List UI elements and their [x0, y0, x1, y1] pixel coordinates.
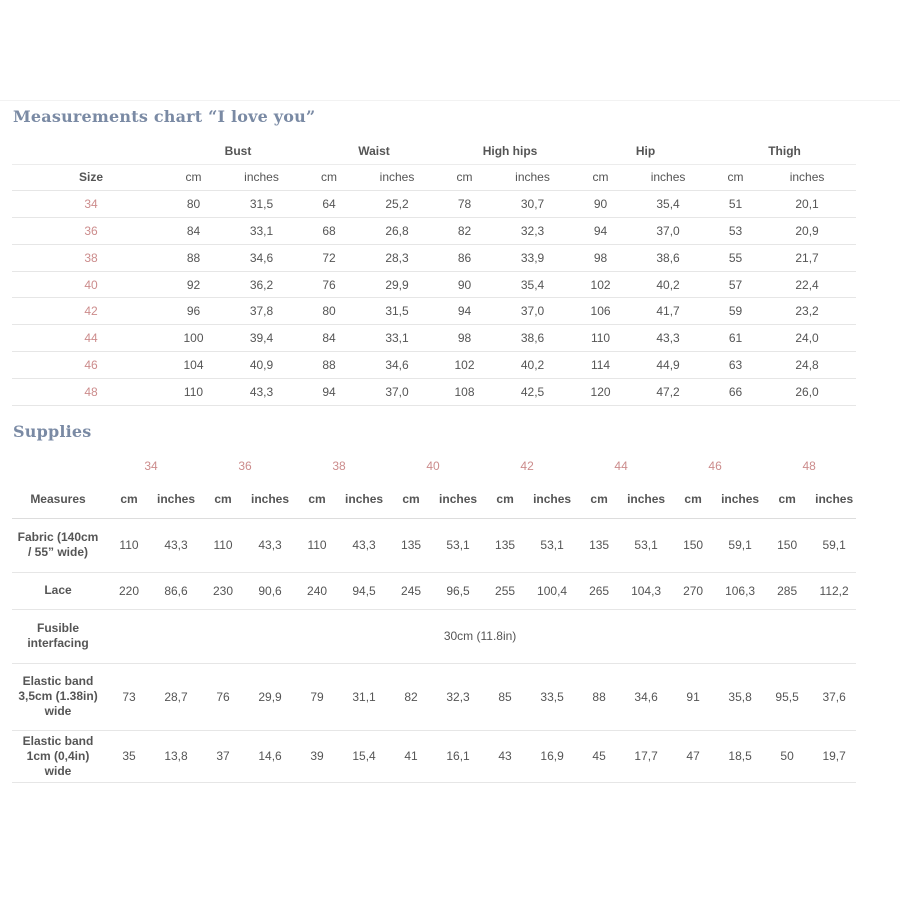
- unit-cm-header: cm: [713, 164, 758, 191]
- value-cell: 230: [198, 572, 248, 609]
- unit-cm-header: cm: [292, 480, 342, 518]
- value-cell: 59,1: [812, 518, 856, 572]
- value-cell: 285: [762, 572, 812, 609]
- value-cell: 47,2: [623, 378, 713, 405]
- unit-inches-header: inches: [623, 164, 713, 191]
- value-cell: 63: [713, 352, 758, 379]
- value-cell: 20,9: [758, 218, 856, 245]
- table-row: [12, 244, 856, 271]
- value-cell: 21,7: [758, 244, 856, 271]
- value-cell: 35,4: [623, 191, 713, 218]
- value-cell: 150: [668, 518, 718, 572]
- value-cell: 79: [292, 663, 342, 730]
- value-cell: 85: [480, 663, 530, 730]
- value-cell: 28,7: [154, 663, 198, 730]
- value-cell: 96: [170, 298, 217, 325]
- unit-cm-header: cm: [480, 480, 530, 518]
- value-cell: 55: [713, 244, 758, 271]
- value-cell: 80: [170, 191, 217, 218]
- value-cell: 100,4: [530, 572, 574, 609]
- value-cell: 37,0: [623, 218, 713, 245]
- measure-group-header: Hip: [578, 138, 713, 164]
- value-cell: 84: [170, 218, 217, 245]
- value-cell: 94: [442, 298, 487, 325]
- unit-inches-header: inches: [248, 480, 292, 518]
- value-cell: 110: [198, 518, 248, 572]
- value-cell: 92: [170, 271, 217, 298]
- value-cell: 43,3: [154, 518, 198, 572]
- measurements-title: Measurements chart “I love you”: [13, 107, 316, 126]
- supply-label: Elastic band 3,5cm (1.38in) wide: [12, 663, 104, 730]
- value-cell: 240: [292, 572, 342, 609]
- measure-group-header: Thigh: [713, 138, 856, 164]
- size-cell: 44: [12, 325, 170, 352]
- value-cell: 135: [386, 518, 436, 572]
- value-cell: 43,3: [623, 325, 713, 352]
- value-cell: 82: [386, 663, 436, 730]
- value-cell: 270: [668, 572, 718, 609]
- unit-inches-header: inches: [718, 480, 762, 518]
- value-cell: 35: [104, 730, 154, 782]
- supply-label: Lace: [12, 572, 104, 609]
- value-cell: 110: [170, 378, 217, 405]
- value-cell: 14,6: [248, 730, 292, 782]
- unit-cm-header: cm: [442, 164, 487, 191]
- value-cell: 98: [578, 244, 623, 271]
- value-cell: 255: [480, 572, 530, 609]
- value-cell: 40,2: [623, 271, 713, 298]
- size-header-row: [12, 452, 856, 480]
- measure-group-header-row: [12, 138, 856, 164]
- value-cell: 24,0: [758, 325, 856, 352]
- value-cell: 245: [386, 572, 436, 609]
- value-cell: 90: [442, 271, 487, 298]
- span-value-cell: 30cm (11.8in): [104, 609, 856, 663]
- unit-inches-header: inches: [436, 480, 480, 518]
- value-cell: 38,6: [623, 244, 713, 271]
- value-cell: 80: [306, 298, 352, 325]
- value-cell: 40,9: [217, 352, 306, 379]
- value-cell: 16,1: [436, 730, 480, 782]
- unit-inches-header: inches: [530, 480, 574, 518]
- value-cell: 73: [104, 663, 154, 730]
- value-cell: 35,4: [487, 271, 578, 298]
- value-cell: 50: [762, 730, 812, 782]
- value-cell: 110: [292, 518, 342, 572]
- value-cell: 33,9: [487, 244, 578, 271]
- value-cell: 88: [574, 663, 624, 730]
- value-cell: 44,9: [623, 352, 713, 379]
- unit-cm-header: cm: [574, 480, 624, 518]
- value-cell: 94,5: [342, 572, 386, 609]
- value-cell: 15,4: [342, 730, 386, 782]
- value-cell: 100: [170, 325, 217, 352]
- value-cell: 220: [104, 572, 154, 609]
- size-header: 42: [520, 459, 534, 473]
- value-cell: 88: [306, 352, 352, 379]
- value-cell: 40,2: [487, 352, 578, 379]
- value-cell: 59,1: [718, 518, 762, 572]
- value-cell: 17,7: [624, 730, 668, 782]
- value-cell: 33,1: [352, 325, 442, 352]
- value-cell: 43,3: [217, 378, 306, 405]
- unit-inches-header: inches: [342, 480, 386, 518]
- value-cell: 86,6: [154, 572, 198, 609]
- value-cell: 18,5: [718, 730, 762, 782]
- size-header: 48: [802, 459, 816, 473]
- value-cell: 59: [713, 298, 758, 325]
- table-row: [12, 298, 856, 325]
- size-cell: 46: [12, 352, 170, 379]
- value-cell: 16,9: [530, 730, 574, 782]
- value-cell: 37,0: [487, 298, 578, 325]
- value-cell: 108: [442, 378, 487, 405]
- unit-inches-header: inches: [624, 480, 668, 518]
- value-cell: 39,4: [217, 325, 306, 352]
- value-cell: 84: [306, 325, 352, 352]
- value-cell: 90,6: [248, 572, 292, 609]
- value-cell: 76: [198, 663, 248, 730]
- value-cell: 37,6: [812, 663, 856, 730]
- value-cell: 61: [713, 325, 758, 352]
- measurements-table: [12, 138, 856, 406]
- supplies-table: [12, 452, 856, 783]
- value-cell: 114: [578, 352, 623, 379]
- table-row: [12, 325, 856, 352]
- value-cell: 64: [306, 191, 352, 218]
- unit-inches-header: inches: [154, 480, 198, 518]
- size-header: Size: [12, 164, 170, 191]
- value-cell: 90: [578, 191, 623, 218]
- supply-label: Fabric (140cm / 55” wide): [12, 518, 104, 572]
- supply-label: Elastic band 1cm (0,4in) wide: [12, 730, 104, 782]
- value-cell: 37: [198, 730, 248, 782]
- value-cell: 37,8: [217, 298, 306, 325]
- value-cell: 36,2: [217, 271, 306, 298]
- value-cell: 110: [104, 518, 154, 572]
- value-cell: 31,1: [342, 663, 386, 730]
- value-cell: 106: [578, 298, 623, 325]
- value-cell: 98: [442, 325, 487, 352]
- value-cell: 120: [578, 378, 623, 405]
- value-cell: 33,1: [217, 218, 306, 245]
- value-cell: 265: [574, 572, 624, 609]
- measure-group-header: Bust: [170, 138, 306, 164]
- value-cell: 41: [386, 730, 436, 782]
- value-cell: 39: [292, 730, 342, 782]
- value-cell: 104,3: [624, 572, 668, 609]
- value-cell: 112,2: [812, 572, 856, 609]
- value-cell: 13,8: [154, 730, 198, 782]
- value-cell: 66: [713, 378, 758, 405]
- unit-inches-header: inches: [217, 164, 306, 191]
- measures-header: Measures: [12, 480, 104, 518]
- unit-inches-header: inches: [352, 164, 442, 191]
- value-cell: 29,9: [352, 271, 442, 298]
- value-cell: 43: [480, 730, 530, 782]
- unit-cm-header: cm: [762, 480, 812, 518]
- unit-cm-header: cm: [578, 164, 623, 191]
- value-cell: 135: [480, 518, 530, 572]
- value-cell: 106,3: [718, 572, 762, 609]
- value-cell: 43,3: [342, 518, 386, 572]
- value-cell: 72: [306, 244, 352, 271]
- table-row: [12, 218, 856, 245]
- value-cell: 91: [668, 663, 718, 730]
- size-cell: 36: [12, 218, 170, 245]
- size-header: 36: [238, 459, 252, 473]
- value-cell: 53,1: [436, 518, 480, 572]
- value-cell: 47: [668, 730, 718, 782]
- size-cell: 38: [12, 244, 170, 271]
- value-cell: 53,1: [624, 518, 668, 572]
- value-cell: 88: [170, 244, 217, 271]
- value-cell: 45: [574, 730, 624, 782]
- unit-header-row: [12, 480, 856, 518]
- table-row: [12, 271, 856, 298]
- size-cell: 40: [12, 271, 170, 298]
- table-row: [12, 518, 856, 572]
- size-header: 40: [426, 459, 440, 473]
- unit-inches-header: inches: [812, 480, 856, 518]
- supplies-title: Supplies: [13, 422, 92, 441]
- size-header: 44: [614, 459, 628, 473]
- value-cell: 37,0: [352, 378, 442, 405]
- value-cell: 76: [306, 271, 352, 298]
- value-cell: 68: [306, 218, 352, 245]
- value-cell: 22,4: [758, 271, 856, 298]
- unit-inches-header: inches: [487, 164, 578, 191]
- value-cell: 32,3: [487, 218, 578, 245]
- table-row: [12, 609, 856, 663]
- value-cell: 34,6: [624, 663, 668, 730]
- table-row: [12, 352, 856, 379]
- value-cell: 26,0: [758, 378, 856, 405]
- value-cell: 102: [442, 352, 487, 379]
- table-row: [12, 572, 856, 609]
- value-cell: 51: [713, 191, 758, 218]
- size-header: 38: [332, 459, 346, 473]
- value-cell: 96,5: [436, 572, 480, 609]
- value-cell: 35,8: [718, 663, 762, 730]
- value-cell: 78: [442, 191, 487, 218]
- unit-cm-header: cm: [668, 480, 718, 518]
- value-cell: 31,5: [352, 298, 442, 325]
- value-cell: 135: [574, 518, 624, 572]
- table-row: [12, 191, 856, 218]
- value-cell: 31,5: [217, 191, 306, 218]
- value-cell: 20,1: [758, 191, 856, 218]
- size-header: 46: [708, 459, 722, 473]
- size-cell: 42: [12, 298, 170, 325]
- unit-inches-header: inches: [758, 164, 856, 191]
- value-cell: 38,6: [487, 325, 578, 352]
- value-cell: 57: [713, 271, 758, 298]
- size-header: 34: [144, 459, 158, 473]
- measure-group-header: High hips: [442, 138, 578, 164]
- value-cell: 28,3: [352, 244, 442, 271]
- supply-label: Fusible interfacing: [12, 609, 104, 663]
- value-cell: 86: [442, 244, 487, 271]
- value-cell: 41,7: [623, 298, 713, 325]
- value-cell: 33,5: [530, 663, 574, 730]
- table-row: [12, 663, 856, 730]
- corner-cell: [12, 138, 170, 164]
- value-cell: 94: [306, 378, 352, 405]
- unit-cm-header: cm: [386, 480, 436, 518]
- unit-cm-header: cm: [170, 164, 217, 191]
- corner-cell: [12, 452, 104, 480]
- unit-cm-header: cm: [306, 164, 352, 191]
- size-cell: 48: [12, 378, 170, 405]
- unit-header-row: [12, 164, 856, 191]
- value-cell: 102: [578, 271, 623, 298]
- value-cell: 19,7: [812, 730, 856, 782]
- value-cell: 32,3: [436, 663, 480, 730]
- size-cell: 34: [12, 191, 170, 218]
- unit-cm-header: cm: [104, 480, 154, 518]
- top-divider: [0, 100, 900, 101]
- value-cell: 43,3: [248, 518, 292, 572]
- value-cell: 25,2: [352, 191, 442, 218]
- value-cell: 23,2: [758, 298, 856, 325]
- table-row: [12, 730, 856, 782]
- measure-group-header: Waist: [306, 138, 442, 164]
- unit-cm-header: cm: [198, 480, 248, 518]
- value-cell: 53: [713, 218, 758, 245]
- value-cell: 34,6: [352, 352, 442, 379]
- value-cell: 34,6: [217, 244, 306, 271]
- value-cell: 24,8: [758, 352, 856, 379]
- value-cell: 104: [170, 352, 217, 379]
- value-cell: 29,9: [248, 663, 292, 730]
- table-row: [12, 378, 856, 405]
- value-cell: 150: [762, 518, 812, 572]
- value-cell: 26,8: [352, 218, 442, 245]
- value-cell: 95,5: [762, 663, 812, 730]
- value-cell: 53,1: [530, 518, 574, 572]
- value-cell: 82: [442, 218, 487, 245]
- value-cell: 30,7: [487, 191, 578, 218]
- value-cell: 42,5: [487, 378, 578, 405]
- value-cell: 110: [578, 325, 623, 352]
- value-cell: 94: [578, 218, 623, 245]
